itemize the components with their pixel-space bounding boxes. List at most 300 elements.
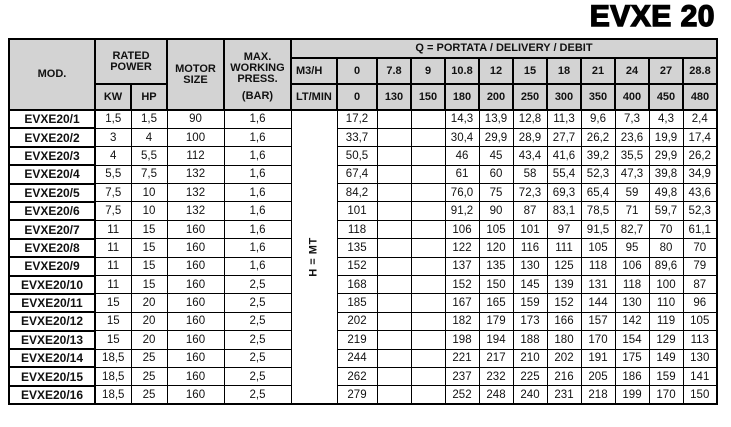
table-body [9,110,717,404]
head-value-cell: 116 [513,239,547,257]
press-cell: 2,5 [224,312,291,330]
head-value-cell: 65,4 [581,184,615,202]
head-value-cell: 219 [337,331,377,349]
head-value-cell: 182 [445,312,479,330]
head-value-cell: 159 [513,294,547,312]
head-value-cell: 221 [445,349,479,367]
head-value-cell: 29,9 [649,147,683,165]
head-value-cell [411,128,445,146]
head-value-cell: 100 [649,276,683,294]
head-value-cell [377,367,411,385]
table-row [9,294,717,312]
head-value-cell: 58 [513,165,547,183]
head-value-cell: 279 [337,386,377,404]
head-value-cell: 41,6 [547,147,581,165]
hp-cell: 15 [131,220,167,238]
head-value-cell [377,239,411,257]
table-row [9,147,717,165]
kw-header: KW [95,84,131,110]
table-row [9,184,717,202]
head-value-cell [377,184,411,202]
model-cell: EVXE20/6 [9,202,95,220]
head-value-cell: 152 [547,294,581,312]
kw-cell: 7,5 [95,184,131,202]
hp-cell: 15 [131,257,167,275]
press-cell: 1,6 [224,257,291,275]
head-value-cell: 202 [337,312,377,330]
model-cell: EVXE20/2 [9,128,95,146]
table-row [9,239,717,257]
table-row [9,128,717,146]
press-cell: 1,6 [224,165,291,183]
head-value-cell [377,386,411,404]
col-header-mod: MOD. [9,39,95,110]
head-value-cell: 19,9 [649,128,683,146]
motor-size-cell: 100 [167,128,224,146]
head-value-cell: 167 [445,294,479,312]
head-value-cell [411,312,445,330]
flow-ltmin-value: 0 [337,84,377,110]
motor-size-cell: 160 [167,276,224,294]
head-value-cell: 17,2 [337,110,377,128]
head-value-cell [377,220,411,238]
head-value-cell: 11,3 [547,110,581,128]
head-value-cell: 12,8 [513,110,547,128]
press-cell: 1,6 [224,220,291,238]
flow-ltmin-value: 450 [649,84,683,110]
head-value-cell: 91,2 [445,202,479,220]
head-value-cell: 159 [649,367,683,385]
motor-size-cell: 132 [167,202,224,220]
head-value-cell: 82,7 [615,220,649,238]
press-cell: 2,5 [224,386,291,404]
head-value-cell: 248 [479,386,513,404]
header-row-banner [9,39,717,58]
head-value-cell: 47,3 [615,165,649,183]
head-value-cell: 105 [479,220,513,238]
kw-cell: 18,5 [95,367,131,385]
head-value-cell: 202 [547,349,581,367]
head-value-cell: 52,3 [683,202,717,220]
press-cell: 1,6 [224,110,291,128]
head-value-cell: 26,2 [683,147,717,165]
flow-ltmin-value: 400 [615,84,649,110]
head-value-cell: 173 [513,312,547,330]
head-value-cell: 70 [683,239,717,257]
head-value-cell: 166 [547,312,581,330]
kw-cell: 11 [95,239,131,257]
head-value-cell [377,128,411,146]
spec-table [8,38,718,405]
head-value-cell: 76,0 [445,184,479,202]
table-row [9,367,717,385]
head-value-cell: 78,5 [581,202,615,220]
table-row [9,257,717,275]
hp-cell: 1,5 [131,110,167,128]
head-value-cell: 34,9 [683,165,717,183]
flow-ltmin-value: 350 [581,84,615,110]
head-value-cell: 29,9 [479,128,513,146]
model-cell: EVXE20/11 [9,294,95,312]
head-value-cell: 95 [615,239,649,257]
head-value-cell: 43,4 [513,147,547,165]
head-value-cell: 118 [581,257,615,275]
head-value-cell: 198 [445,331,479,349]
head-value-cell: 91,5 [581,220,615,238]
hp-cell: 20 [131,294,167,312]
head-value-cell: 240 [513,386,547,404]
hp-cell: 10 [131,202,167,220]
kw-cell: 18,5 [95,349,131,367]
table-row [9,312,717,330]
head-value-cell: 135 [337,239,377,257]
head-value-cell: 7,3 [615,110,649,128]
head-value-cell: 130 [683,349,717,367]
head-value-cell: 122 [445,239,479,257]
flow-m3h-value: 12 [479,58,513,84]
head-value-cell [411,386,445,404]
head-value-cell: 175 [615,349,649,367]
head-value-cell: 186 [615,367,649,385]
head-value-cell: 14,3 [445,110,479,128]
head-value-cell [411,220,445,238]
head-value-cell: 67,4 [337,165,377,183]
head-value-cell: 142 [615,312,649,330]
head-value-cell: 60 [479,165,513,183]
kw-cell: 15 [95,312,131,330]
head-value-cell: 26,2 [581,128,615,146]
kw-cell: 7,5 [95,202,131,220]
table-row [9,331,717,349]
head-value-cell: 180 [547,331,581,349]
head-value-cell: 50,5 [337,147,377,165]
model-cell: EVXE20/15 [9,367,95,385]
head-value-cell: 2,4 [683,110,717,128]
flow-ltmin-value: 300 [547,84,581,110]
hp-cell: 7,5 [131,165,167,183]
press-cell: 1,6 [224,239,291,257]
head-value-cell [411,202,445,220]
head-value-cell [377,165,411,183]
head-value-cell: 111 [547,239,581,257]
head-value-cell [411,239,445,257]
press-cell: 2,5 [224,276,291,294]
model-cell: EVXE20/12 [9,312,95,330]
head-value-cell [411,349,445,367]
head-value-cell: 105 [683,312,717,330]
head-value-cell: 199 [615,386,649,404]
flow-m3h-value: 21 [581,58,615,84]
head-value-cell: 170 [581,331,615,349]
motor-size-cell: 160 [167,220,224,238]
model-cell: EVXE20/10 [9,276,95,294]
head-value-cell: 145 [513,276,547,294]
motor-size-cell: 160 [167,349,224,367]
flow-ltmin-value: 180 [445,84,479,110]
head-value-cell: 23,6 [615,128,649,146]
head-value-cell: 152 [445,276,479,294]
motor-size-cell: 132 [167,165,224,183]
head-unit-cell [291,110,337,404]
hp-cell: 25 [131,386,167,404]
kw-cell: 5,5 [95,165,131,183]
flow-m3h-value: 18 [547,58,581,84]
flow-m3h-value: 15 [513,58,547,84]
motor-size-cell: 90 [167,110,224,128]
model-cell: EVXE20/8 [9,239,95,257]
head-value-cell: 210 [513,349,547,367]
head-value-cell: 49,8 [649,184,683,202]
model-cell: EVXE20/3 [9,147,95,165]
head-value-cell: 28,9 [513,128,547,146]
col-header-motor-size: MOTOR SIZE [167,39,224,110]
head-value-cell: 90 [479,202,513,220]
head-value-cell: 150 [683,386,717,404]
table-header [9,39,717,110]
head-value-cell: 130 [513,257,547,275]
flow-ltmin-value: 200 [479,84,513,110]
head-value-cell: 4,3 [649,110,683,128]
head-value-cell: 43,6 [683,184,717,202]
col-header-max-working-press [224,39,291,110]
head-value-cell: 101 [337,202,377,220]
table-row [9,220,717,238]
head-value-cell: 165 [479,294,513,312]
motor-size-cell: 160 [167,239,224,257]
table-row [9,276,717,294]
head-value-cell: 87 [683,276,717,294]
head-value-cell: 101 [513,220,547,238]
flow-m3h-value: 7.8 [377,58,411,84]
head-value-cell: 106 [445,220,479,238]
head-value-cell [411,184,445,202]
head-value-cell: 225 [513,367,547,385]
head-value-cell: 137 [445,257,479,275]
kw-cell: 11 [95,257,131,275]
head-value-cell: 232 [479,367,513,385]
kw-cell: 11 [95,276,131,294]
flow-m3h-value: 0 [337,58,377,84]
col-header-rated-power: RATED POWER [95,39,167,84]
head-value-cell: 61 [445,165,479,183]
head-value-cell: 149 [649,349,683,367]
head-value-cell: 191 [581,349,615,367]
head-value-cell [377,147,411,165]
header-row-ltmin [9,84,717,110]
head-value-cell: 217 [479,349,513,367]
head-value-cell [411,294,445,312]
page-title: EVXE 20 [589,0,715,33]
flow-m3h-value: 28.8 [683,58,717,84]
press-cell: 2,5 [224,349,291,367]
model-cell: EVXE20/13 [9,331,95,349]
head-value-cell: 61,1 [683,220,717,238]
head-value-cell: 262 [337,367,377,385]
head-value-cell [411,276,445,294]
head-value-cell: 139 [547,276,581,294]
q-delivery-banner: Q = PORTATA / DELIVERY / DEBIT [291,39,717,58]
motor-size-cell: 132 [167,184,224,202]
head-value-cell: 17,4 [683,128,717,146]
head-value-cell: 52,3 [581,165,615,183]
head-value-cell: 135 [479,257,513,275]
hp-cell: 25 [131,367,167,385]
head-value-cell: 179 [479,312,513,330]
head-value-cell [377,349,411,367]
head-value-cell [411,147,445,165]
hp-cell: 20 [131,331,167,349]
head-value-cell: 72,3 [513,184,547,202]
kw-cell: 15 [95,294,131,312]
head-value-cell: 231 [547,386,581,404]
head-value-cell [377,202,411,220]
head-value-cell: 152 [337,257,377,275]
head-value-cell [377,257,411,275]
head-value-cell [411,257,445,275]
flow-m3h-value: 10.8 [445,58,479,84]
head-value-cell: 80 [649,239,683,257]
kw-cell: 4 [95,147,131,165]
head-value-cell: 141 [683,367,717,385]
press-cell: 1,6 [224,128,291,146]
head-value-cell: 244 [337,349,377,367]
head-value-cell: 106 [615,257,649,275]
head-value-cell: 89,6 [649,257,683,275]
flow-ltmin-value: 250 [513,84,547,110]
head-value-cell: 154 [615,331,649,349]
head-value-cell [377,312,411,330]
flow-m3h-value: 27 [649,58,683,84]
head-value-cell: 144 [581,294,615,312]
model-cell: EVXE20/7 [9,220,95,238]
hp-cell: 4 [131,128,167,146]
head-value-cell: 205 [581,367,615,385]
head-value-cell: 218 [581,386,615,404]
flow-m3h-value: 24 [615,58,649,84]
head-value-cell [377,276,411,294]
flow-ltmin-value: 150 [411,84,445,110]
flow-ltmin-value: 130 [377,84,411,110]
head-value-cell: 194 [479,331,513,349]
head-value-cell [411,331,445,349]
head-value-cell: 13,9 [479,110,513,128]
head-value-cell: 27,7 [547,128,581,146]
head-value-cell: 131 [581,276,615,294]
head-value-cell: 118 [615,276,649,294]
head-value-cell: 71 [615,202,649,220]
motor-size-cell: 160 [167,312,224,330]
motor-size-cell: 160 [167,367,224,385]
head-value-cell: 30,4 [445,128,479,146]
kw-cell: 3 [95,128,131,146]
hp-cell: 15 [131,276,167,294]
table-row [9,349,717,367]
head-value-cell: 97 [547,220,581,238]
hp-cell: 25 [131,349,167,367]
head-value-cell [377,294,411,312]
m3h-label: M3/H [291,58,337,84]
head-value-cell: 75 [479,184,513,202]
head-value-cell: 216 [547,367,581,385]
head-value-cell: 35,5 [615,147,649,165]
head-value-cell: 46 [445,147,479,165]
head-value-cell: 45 [479,147,513,165]
head-value-cell: 59,7 [649,202,683,220]
model-cell: EVXE20/14 [9,349,95,367]
head-value-cell: 170 [649,386,683,404]
flow-m3h-value: 9 [411,58,445,84]
head-value-cell: 55,4 [547,165,581,183]
head-value-cell [377,110,411,128]
model-cell: EVXE20/5 [9,184,95,202]
table-row [9,165,717,183]
head-value-cell: 150 [479,276,513,294]
head-value-cell: 39,8 [649,165,683,183]
press-cell: 1,6 [224,147,291,165]
model-cell: EVXE20/9 [9,257,95,275]
table-row [9,386,717,404]
head-value-cell: 84,2 [337,184,377,202]
head-value-cell: 39,2 [581,147,615,165]
head-value-cell: 70 [649,220,683,238]
head-value-cell: 237 [445,367,479,385]
motor-size-cell: 160 [167,294,224,312]
head-value-cell: 125 [547,257,581,275]
head-value-cell: 130 [615,294,649,312]
kw-cell: 11 [95,220,131,238]
head-value-cell: 188 [513,331,547,349]
kw-cell: 1,5 [95,110,131,128]
motor-size-cell: 160 [167,257,224,275]
hp-cell: 10 [131,184,167,202]
head-value-cell: 168 [337,276,377,294]
head-value-cell: 118 [337,220,377,238]
head-value-cell: 96 [683,294,717,312]
motor-size-cell: 160 [167,386,224,404]
bar-unit-label: (BAR) [241,90,274,102]
press-cell: 2,5 [224,331,291,349]
table-row [9,110,717,128]
h-mt-label: H = MT [308,237,320,277]
press-cell: 2,5 [224,294,291,312]
press-cell: 2,5 [224,367,291,385]
head-value-cell: 9,6 [581,110,615,128]
motor-size-cell: 112 [167,147,224,165]
head-value-cell [377,331,411,349]
head-value-cell: 120 [479,239,513,257]
head-value-cell: 105 [581,239,615,257]
kw-cell: 15 [95,331,131,349]
hp-cell: 15 [131,239,167,257]
head-value-cell: 113 [683,331,717,349]
flow-ltmin-value: 480 [683,84,717,110]
max-working-press-label: MAX. WORKING PRESS. [230,51,285,85]
ltmin-label: LT/MIN [291,84,337,110]
table-row [9,202,717,220]
head-value-cell: 129 [649,331,683,349]
hp-cell: 20 [131,312,167,330]
head-value-cell: 79 [683,257,717,275]
head-value-cell: 83,1 [547,202,581,220]
head-value-cell [411,367,445,385]
hp-header: HP [131,84,167,110]
head-value-cell [411,110,445,128]
model-cell: EVXE20/1 [9,110,95,128]
head-value-cell [411,165,445,183]
head-value-cell: 119 [649,312,683,330]
press-cell: 1,6 [224,184,291,202]
head-value-cell: 185 [337,294,377,312]
